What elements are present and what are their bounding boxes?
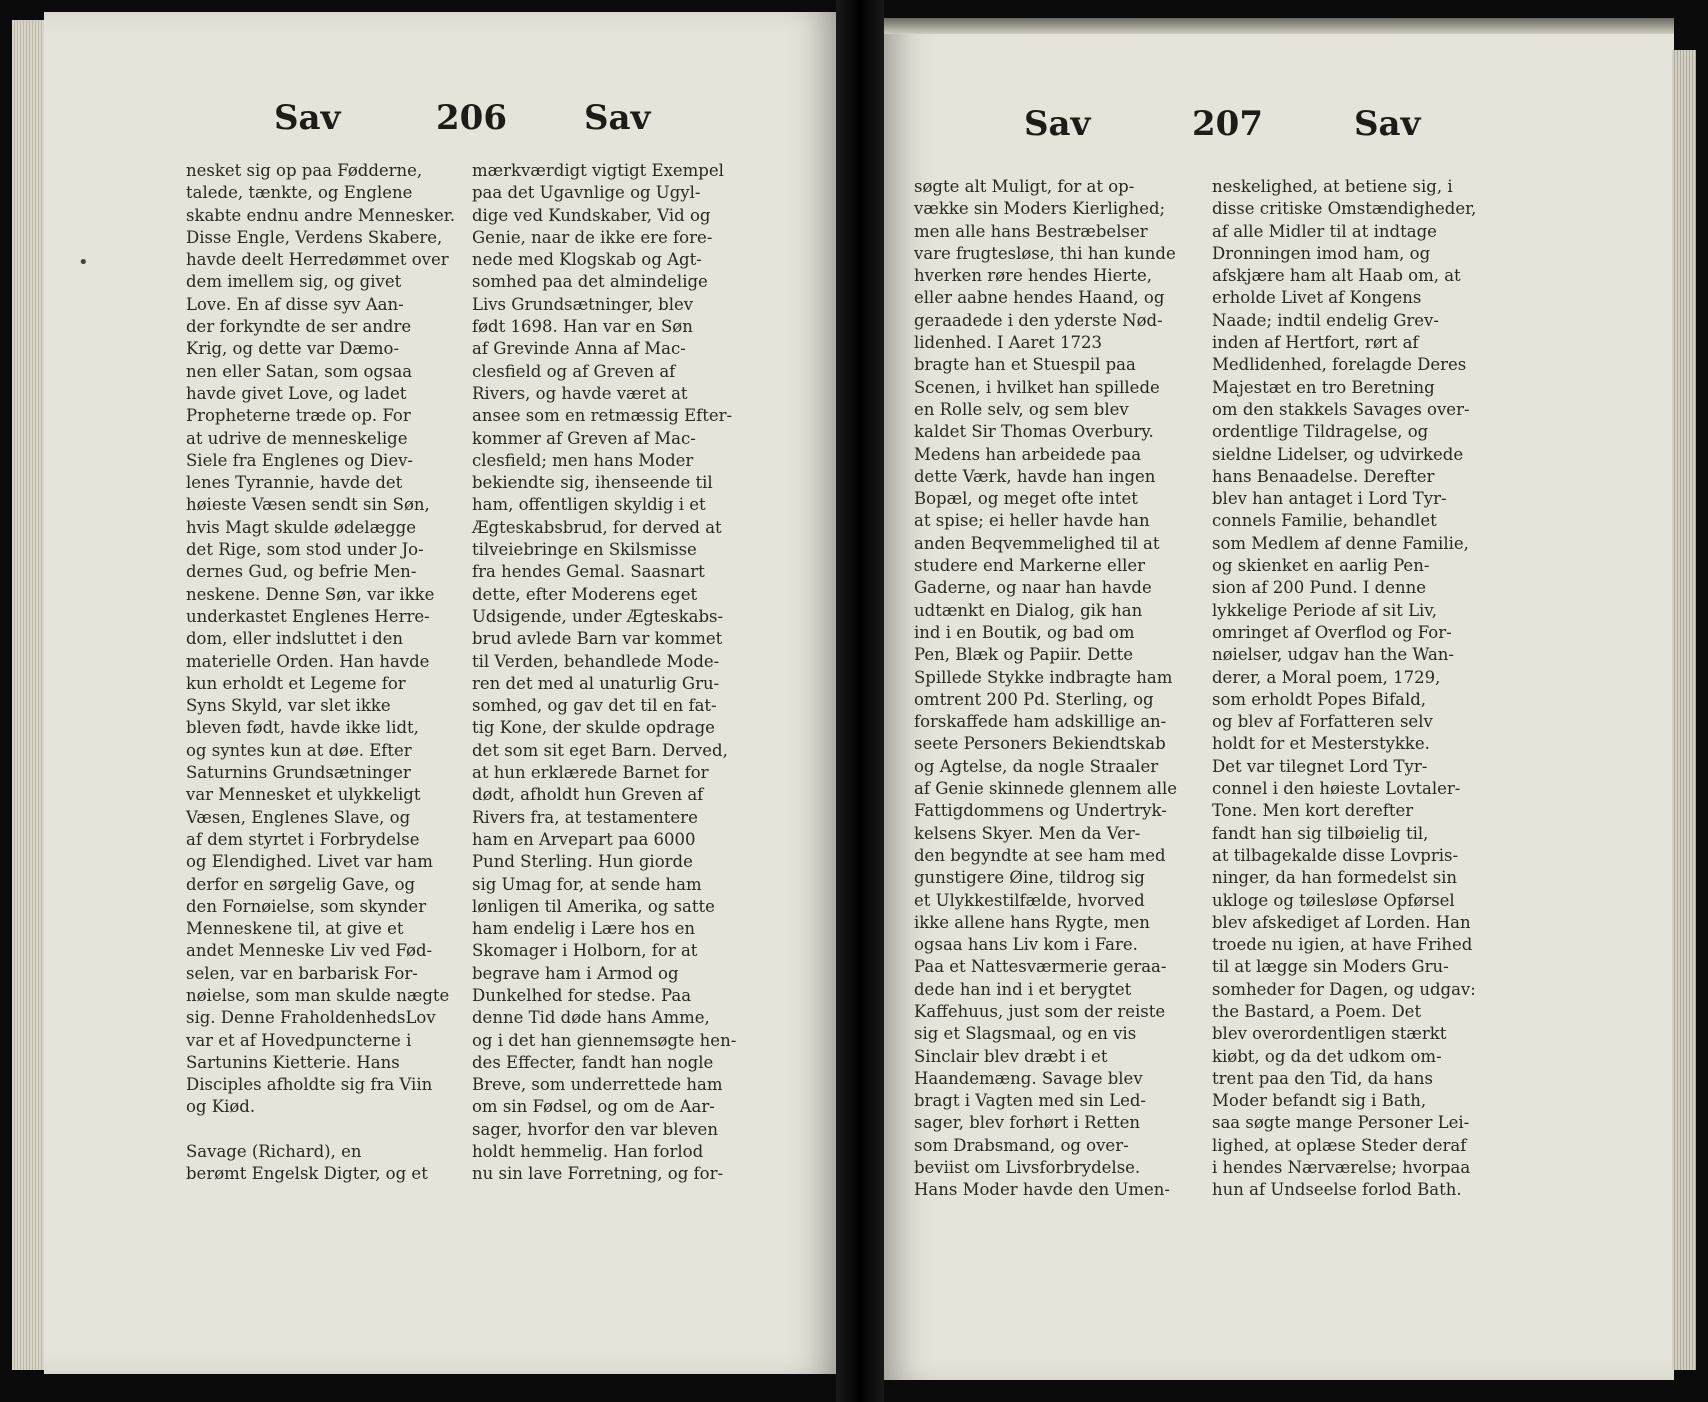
left-col1-line: materielle Orden. Han havde — [186, 651, 430, 671]
right-col1-line: Spillede Stykke indbragte ham — [914, 667, 1173, 687]
left-col1-line: neskene. Denne Søn, var ikke — [186, 584, 435, 604]
left-col1-line: var Mennesket et ulykkeligt — [186, 785, 421, 805]
left-col2-line: somhed, og gav det til en fat- — [472, 696, 717, 716]
right-col1-line: kelsens Skyer. Men da Ver- — [914, 823, 1141, 843]
left-col1-line: selen, var en barbarisk For- — [186, 963, 418, 983]
left-col2-line: somhed paa det almindelige — [472, 272, 708, 292]
right-col1-line: ind i en Boutik, og bad om — [914, 622, 1135, 642]
left-col1-line: og Kiød. — [186, 1097, 256, 1117]
right-col2-line: at tilbagekalde disse Lovpris- — [1212, 845, 1459, 865]
left-col2-line: det som sit eget Barn. Derved, — [472, 740, 728, 760]
left-col1-line: og syntes kun at døe. Efter — [186, 740, 412, 760]
left-col1-line: var et af Hovedpuncterne i — [186, 1030, 412, 1050]
right-col2-line: Tone. Men kort derefter — [1212, 801, 1414, 821]
right-col1-line: Fattigdommens og Undertryk- — [914, 801, 1167, 821]
left-col2-line: Pund Sterling. Hun giorde — [472, 852, 693, 872]
left-col2-line: holdt hemmelig. Han forlod — [472, 1142, 704, 1162]
left-col1-line: Savage (Richard), en — [186, 1142, 362, 1162]
right-col1-line: seete Personers Bekiendtskab — [914, 734, 1166, 754]
left-col2-line: ren det med al unaturlig Gru- — [472, 673, 720, 693]
right-col2-line: neskelighed, at betiene sig, i — [1212, 177, 1453, 196]
left-col2-line: Udsigende, under Ægteskabs- — [472, 606, 724, 626]
left-page-number: 206 — [436, 98, 507, 138]
right-col2-line: saa søgte mange Personer Lei- — [1212, 1113, 1470, 1133]
right-col1-line: Sinclair blev dræbt i et — [914, 1046, 1108, 1066]
left-col2-line: Dunkelhed for stedse. Paa — [472, 985, 692, 1005]
right-col1-line: af Genie skinnede glennem alle — [914, 779, 1178, 799]
right-col2-line: Moder befandt sig i Bath, — [1212, 1091, 1427, 1111]
left-col1-line: Menneskene til, at give et — [186, 919, 404, 939]
left-col1-line: den Fornøielse, som skynder — [186, 896, 427, 916]
left-col2-line: Skomager i Holborn, for at — [472, 941, 698, 961]
left-col2-line: des Effecter, fandt han nogle — [472, 1052, 714, 1072]
left-col2-line: dødt, afholdt hun Greven af — [472, 785, 704, 805]
right-col2-line: ukloge og tøilesløse Opførsel — [1212, 890, 1455, 910]
right-col1-line: vare frugtesløse, thi han kunde — [914, 243, 1176, 263]
right-col2-line: hans Benaadelse. Derefter — [1212, 466, 1435, 486]
right-col1-line: forskaffede ham adskillige an- — [914, 712, 1167, 732]
right-col1-line: Hans Moder havde den Umen- — [914, 1180, 1170, 1200]
left-col2-line: til Verden, behandlede Mode- — [472, 651, 720, 671]
left-col1-line: sig. Denne FraholdenhedsLov — [186, 1008, 436, 1028]
left-col2-line: lønligen til Amerika, og satte — [472, 896, 715, 916]
left-col1-line: derfor en sørgelig Gave, og — [186, 874, 416, 894]
right-col2-line: fandt han sig tilbøielig til, — [1212, 823, 1429, 843]
right-col2-line: disse critiske Omstændigheder, — [1212, 199, 1477, 219]
left-col1-line: nesket sig op paa Fødderne, — [186, 161, 423, 180]
left-col2-line: mærkværdigt vigtigt Exempel — [472, 161, 724, 180]
right-col1-line: udtænkt en Dialog, gik han — [914, 600, 1143, 620]
left-col2-line: Ægteskabsbrud, for derved at — [472, 517, 722, 537]
right-col2-line: som Medlem af denne Familie, — [1212, 533, 1469, 553]
right-col1-line: som Drabsmand, og over- — [914, 1135, 1129, 1155]
right-page — [884, 18, 1674, 1380]
left-col1-line: talede, tænkte, og Englene — [186, 183, 413, 203]
right-col2-line: afskjære ham alt Haab om, at — [1212, 266, 1461, 286]
left-col1-line: at udrive de menneskelige — [186, 428, 408, 448]
right-col1-line: Gaderne, og naar han havde — [914, 578, 1152, 598]
right-col2-line: Medlidenhed, forelagde Deres — [1212, 355, 1467, 375]
left-col2-line: nu sin lave Forretning, og for- — [472, 1164, 724, 1184]
margin-mark: • — [78, 252, 89, 273]
right-col1-line: eller aabne hendes Haand, og — [914, 288, 1165, 308]
left-col1-line: hvis Magt skulde ødelægge — [186, 517, 416, 537]
right-col1-line: Scenen, i hvilket han spillede — [914, 377, 1160, 397]
left-col1-line: Sartunins Kietterie. Hans — [186, 1052, 400, 1072]
left-col2-line: Rivers fra, at testamentere — [472, 807, 698, 827]
right-col2-line: Dronningen imod ham, og — [1212, 243, 1431, 263]
right-col1-line: vække sin Moders Kierlighed; — [914, 199, 1166, 219]
right-column-2 — [1212, 176, 1476, 1202]
right-col2-line: blev han antaget i Lord Tyr- — [1212, 489, 1447, 509]
left-col1-line: lenes Tyrannie, havde det — [186, 473, 403, 493]
right-col1-line: bragt i Vagten med sin Led- — [914, 1091, 1147, 1111]
left-col1-line: Disciples afholdte sig fra Viin — [186, 1075, 433, 1095]
left-col1-line: bleven født, havde ikke lidt, — [186, 718, 419, 738]
left-col2-line: dette, efter Moderens eget — [472, 584, 698, 604]
right-col2-line: connels Familie, behandlet — [1212, 511, 1437, 531]
right-col2-line: sieldne Lidelser, og udvirkede — [1212, 444, 1464, 464]
right-col1-line: sig et Slagsmaal, og en vis — [914, 1024, 1137, 1044]
right-col2-line: hun af Undseelse forlod Bath. — [1212, 1180, 1462, 1200]
left-col2-line: af Grevinde Anna af Mac- — [472, 339, 686, 359]
left-col2-line: clesfield og af Greven af — [472, 361, 676, 381]
right-col1-line: kaldet Sir Thomas Overbury. — [914, 422, 1154, 442]
right-col2-line: til at lægge sin Moders Gru- — [1212, 957, 1449, 977]
left-col2-line: nede med Klogskab og Agt- — [472, 250, 702, 270]
left-col1-line: Syns Skyld, var slet ikke — [186, 696, 391, 716]
left-col1-line — [186, 1119, 455, 1141]
right-col2-line: lighed, at oplæse Steder deraf — [1212, 1135, 1467, 1155]
right-col1-line: anden Beqvemmelighed til at — [914, 533, 1160, 553]
right-col2-line: erholde Livet af Kongens — [1212, 288, 1422, 308]
left-col1-line: Disse Engle, Verdens Skabere, — [186, 227, 443, 247]
right-col2-line: blev afskediget af Lorden. Han — [1212, 912, 1471, 932]
book-gutter — [836, 0, 884, 1402]
right-col2-line: ordentlige Tildragelse, og — [1212, 422, 1429, 442]
right-col1-line: Pen, Blæk og Papiir. Dette — [914, 645, 1134, 665]
right-col2-line: Majestæt en tro Beretning — [1212, 377, 1435, 397]
right-col1-line: ikke allene hans Rygte, men — [914, 912, 1150, 932]
left-col2-line: Breve, som underrettede ham — [472, 1075, 723, 1095]
right-col1-line: geraadede i den yderste Nød- — [914, 310, 1163, 330]
left-column-2 — [472, 160, 736, 1186]
left-col2-line: brud avlede Barn var kommet — [472, 629, 723, 649]
left-col1-line: underkastet Englenes Herre- — [186, 606, 430, 626]
left-col1-line: høieste Væsen sendt sin Søn, — [186, 495, 430, 515]
right-col1-line: en Rolle selv, og sem blev — [914, 399, 1129, 419]
left-col1-line: det Rige, som stod under Jo- — [186, 540, 424, 560]
left-header-word-left: Sav — [274, 98, 341, 138]
right-col2-line: ninger, da han formedelst sin — [1212, 868, 1458, 888]
right-col2-line: og skienket en aarlig Pen- — [1212, 556, 1430, 576]
left-col2-line: Genie, naar de ikke ere fore- — [472, 227, 713, 247]
left-col2-line: dige ved Kundskaber, Vid og — [472, 205, 711, 225]
right-col2-line: omringet af Overflod og For- — [1212, 622, 1452, 642]
left-col2-line: om sin Fødsel, og om de Aar- — [472, 1097, 715, 1117]
left-col1-line: havde deelt Herredømmet over — [186, 250, 449, 270]
left-col2-line: bekiendte sig, ihenseende til — [472, 473, 713, 493]
right-col2-line: derer, a Moral poem, 1729, — [1212, 667, 1441, 687]
right-col1-line: et Ulykkestilfælde, hvorved — [914, 890, 1145, 910]
right-col1-line: lidenhed. I Aaret 1723 — [914, 333, 1102, 353]
right-col2-line: sion af 200 Pund. I denne — [1212, 578, 1426, 598]
left-col1-line: af dem styrtet i Forbrydelse — [186, 829, 420, 849]
left-col2-line: at hun erklærede Barnet for — [472, 763, 709, 783]
right-col2-line: the Bastard, a Poem. Det — [1212, 1001, 1422, 1021]
left-col1-line: skabte endnu andre Mennesker. — [186, 205, 456, 225]
right-col1-line: søgte alt Muligt, for at op- — [914, 177, 1135, 196]
left-col2-line: Livs Grundsætninger, blev — [472, 294, 694, 314]
left-col1-line: kun erholdt et Legeme for — [186, 673, 406, 693]
left-col1-line: dom, eller indsluttet i den — [186, 629, 404, 649]
right-page-edges — [1672, 50, 1696, 1370]
left-col2-line: ham endelig i Lære hos en — [472, 919, 695, 939]
right-col1-line: dette Værk, havde han ingen — [914, 466, 1156, 486]
right-col1-line: Medens han arbeidede paa — [914, 444, 1142, 464]
left-col1-line: Saturnins Grundsætninger — [186, 763, 411, 783]
right-col2-line: og blev af Forfatteren selv — [1212, 712, 1433, 732]
left-page — [44, 12, 836, 1374]
left-col1-line: dernes Gud, og befrie Men- — [186, 562, 417, 582]
left-col1-line: Siele fra Englenes og Diev- — [186, 450, 413, 470]
left-col2-line: begrave ham i Armod og — [472, 963, 679, 983]
right-col2-line: connel i den høieste Lovtaler- — [1212, 779, 1461, 799]
left-column-1 — [186, 160, 455, 1186]
left-col1-line: Love. En af disse syv Aan- — [186, 294, 404, 314]
left-col1-line: og Elendighed. Livet var ham — [186, 852, 433, 872]
left-col1-line: dem imellem sig, og givet — [186, 272, 402, 292]
left-col2-line: og i det han giennemsøgte hen- — [472, 1030, 737, 1050]
right-col1-line: omtrent 200 Pd. Sterling, og — [914, 689, 1154, 709]
right-col1-line: beviist om Livsforbrydelse. — [914, 1158, 1141, 1178]
right-col1-line: dede han ind i et berygtet — [914, 979, 1132, 999]
right-col1-line: studere end Markerne eller — [914, 556, 1146, 576]
left-col2-line: født 1698. Han var en Søn — [472, 317, 693, 337]
right-col2-line: holdt for et Mesterstykke. — [1212, 734, 1430, 754]
right-col1-line: Kaffehuus, just som der reiste — [914, 1001, 1166, 1021]
left-col1-line: havde givet Love, og ladet — [186, 383, 407, 403]
right-col2-line: trent paa den Tid, da hans — [1212, 1068, 1434, 1088]
left-col1-line: nøielse, som man skulde nægte — [186, 985, 450, 1005]
right-col2-line: nøielser, udgav han the Wan- — [1212, 645, 1454, 665]
right-col1-line: men alle hans Bestræbelser — [914, 221, 1148, 241]
right-col2-line: blev overordentligen stærkt — [1212, 1024, 1447, 1044]
right-col2-line: inden af Hertfort, rørt af — [1212, 333, 1419, 353]
left-header-word-right: Sav — [584, 98, 651, 138]
left-col2-line: denne Tid døde hans Amme, — [472, 1008, 710, 1028]
right-col2-line: troede nu igien, at have Frihed — [1212, 935, 1473, 955]
right-col1-line: Haandemæng. Savage blev — [914, 1068, 1143, 1088]
left-col2-line: ham en Arvepart paa 6000 — [472, 829, 696, 849]
right-header-word-left: Sav — [1024, 104, 1091, 144]
left-col2-line: kommer af Greven af Mac- — [472, 428, 696, 448]
right-col2-line: kiøbt, og da det udkom om- — [1212, 1046, 1442, 1066]
right-col1-line: Bopæl, og meget ofte intet — [914, 489, 1138, 509]
left-col2-line: tilveiebringe en Skilsmisse — [472, 540, 697, 560]
right-page-number: 207 — [1192, 104, 1263, 144]
right-col1-line: sager, blev forhørt i Retten — [914, 1113, 1140, 1133]
right-col1-line: og Agtelse, da nogle Straaler — [914, 756, 1159, 776]
right-header-word-right: Sav — [1354, 104, 1421, 144]
right-col2-line: om den stakkels Savages over- — [1212, 399, 1470, 419]
right-col2-line: Det var tilegnet Lord Tyr- — [1212, 756, 1428, 776]
right-column-1 — [914, 176, 1177, 1202]
left-page-edges — [12, 20, 46, 1370]
right-col1-line: gunstigere Øine, tildrog sig — [914, 868, 1145, 888]
right-col2-line: somheder for Dagen, og udgav: — [1212, 979, 1476, 999]
right-col2-line: i hendes Nærværelse; hvorpaa — [1212, 1158, 1471, 1178]
left-col1-line: Væsen, Englenes Slave, og — [186, 807, 411, 827]
right-col1-line: Paa et Nattesværmerie geraa- — [914, 957, 1167, 977]
left-col1-line: berømt Engelsk Digter, og et — [186, 1164, 428, 1184]
right-col2-line: af alle Midler til at indtage — [1212, 221, 1437, 241]
left-col1-line: der forkyndte de ser andre — [186, 317, 412, 337]
right-col1-line: den begyndte at see ham med — [914, 845, 1166, 865]
right-col1-line: hverken røre hendes Hierte, — [914, 266, 1152, 286]
right-col2-line: Naade; indtil endelig Grev- — [1212, 310, 1439, 330]
left-col2-line: fra hendes Gemal. Saasnart — [472, 562, 705, 582]
left-col2-line: clesfield; men hans Moder — [472, 450, 694, 470]
left-col2-line: ansee som en retmæssig Efter- — [472, 406, 733, 426]
right-col1-line: at spise; ei heller havde han — [914, 511, 1150, 531]
left-col2-line: tig Kone, der skulde opdrage — [472, 718, 715, 738]
left-col2-line: sig Umag for, at sende ham — [472, 874, 702, 894]
right-col2-line: som erholdt Popes Bifald, — [1212, 689, 1427, 709]
right-col1-line: ogsaa hans Liv kom i Fare. — [914, 935, 1138, 955]
left-col1-line: andet Menneske Liv ved Fød- — [186, 941, 433, 961]
right-col2-line: lykkelige Periode af sit Liv, — [1212, 600, 1437, 620]
left-col2-line: paa det Ugavnlige og Ugyl- — [472, 183, 701, 203]
left-col2-line: Rivers, og havde været at — [472, 383, 688, 403]
left-col1-line: Krig, og dette var Dæmo- — [186, 339, 400, 359]
right-col1-line: bragte han et Stuespil paa — [914, 355, 1136, 375]
left-col1-line: Propheterne træde op. For — [186, 406, 411, 426]
left-col2-line: ham, offentligen skyldig i et — [472, 495, 706, 515]
left-col1-line: nen eller Satan, som ogsaa — [186, 361, 413, 381]
left-col2-line: sager, hvorfor den var bleven — [472, 1119, 718, 1139]
